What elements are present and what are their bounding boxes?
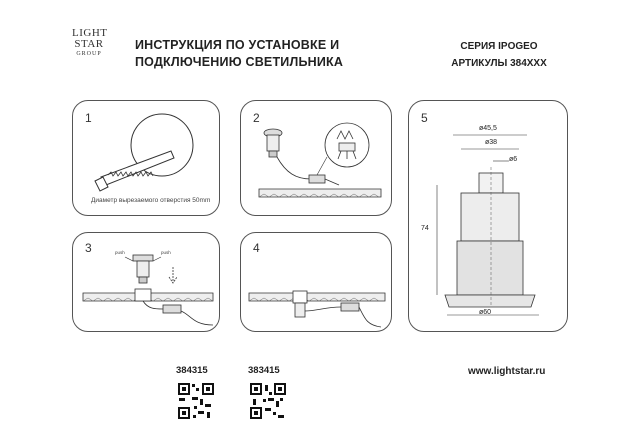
document-title (135, 37, 343, 71)
step-3-panel (72, 232, 220, 332)
logo-line-2: STAR (74, 38, 104, 50)
step-4-panel (240, 232, 392, 332)
title-line-1: ИНСТРУКЦИЯ ПО УСТАНОВКЕ И (135, 38, 340, 52)
step-1-caption: Диаметр вырезаемого отверстия 50mm (91, 197, 211, 204)
logo-line-1: LIGHT (72, 27, 108, 39)
step-4-number: 4 (253, 241, 260, 255)
qr-pattern-2 (249, 382, 287, 420)
title-line-2: ПОДКЛЮЧЕНИЮ СВЕТИЛЬНИКА (135, 55, 344, 69)
step-1-number: 1 (85, 111, 92, 125)
push-label-left: push (115, 250, 125, 255)
dim-mid-width: ø38 (485, 139, 498, 146)
qr-code-2 (249, 382, 287, 420)
article-code-2: 383415 (248, 365, 280, 376)
qr-pattern-1 (177, 382, 215, 420)
dimension-drawing (409, 101, 569, 333)
logo-line-3: GROUP (76, 51, 102, 57)
article-numbers: АРТИКУЛЫ 384XXX (451, 58, 547, 69)
insertion-illustration (73, 233, 221, 333)
wiring-illustration (241, 101, 393, 217)
dim-small-width: ø6 (509, 156, 518, 163)
step-5-number: 5 (421, 111, 428, 125)
step-2-number: 2 (253, 111, 260, 125)
step-2-panel (240, 100, 392, 216)
dim-top-width: ø45,5 (479, 125, 497, 132)
step-1-panel (72, 100, 220, 216)
website-url[interactable]: www.lightstar.ru (468, 366, 546, 377)
brand-logo (72, 28, 106, 57)
qr-code-1 (177, 382, 215, 420)
series-name: СЕРИЯ IPOGEO (460, 41, 538, 52)
push-label-right: push (161, 250, 171, 255)
dim-bottom-width: ø60 (479, 309, 492, 316)
dim-height: 74 (421, 225, 429, 232)
article-code-1: 384315 (176, 365, 208, 376)
series-info (444, 38, 554, 72)
step-5-panel (408, 100, 568, 332)
installed-illustration (241, 233, 393, 333)
step-3-number: 3 (85, 241, 92, 255)
